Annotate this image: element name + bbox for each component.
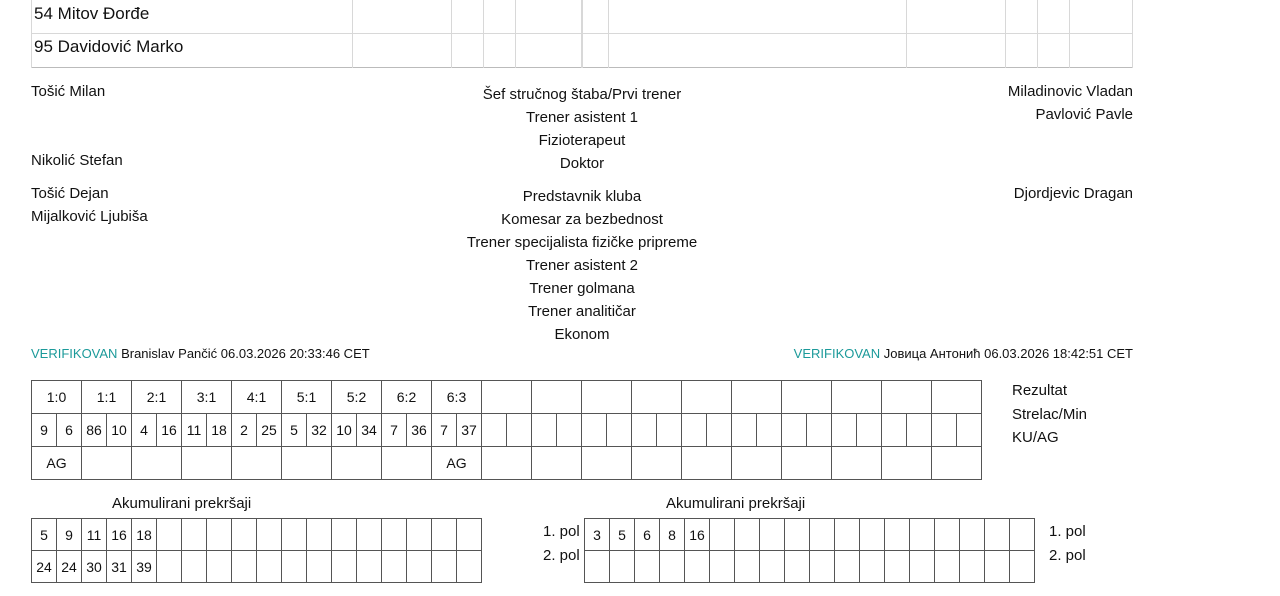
verified-badge: VERIFIKOVAN [31,346,118,361]
goal-minute-cell [657,414,682,447]
goal-minute-cell [807,414,832,447]
foul-cell: 31 [107,551,132,583]
goal-minute-cell: 34 [357,414,382,447]
foul-cell [910,519,935,551]
score-cell [682,381,732,414]
col-divider [515,0,516,68]
scorer-number-cell [782,414,807,447]
scorer-number-cell: 4 [132,414,157,447]
kuag-cell [632,447,682,480]
foul-cell [232,519,257,551]
staff-role: Ekonom [554,326,610,343]
score-cell: 5:1 [282,381,332,414]
staff-role: Trener asistent 2 [526,257,638,274]
kuag-cell [782,447,832,480]
player-number: 95 [34,37,53,56]
foul-cell [735,551,760,583]
scorer-number-cell [832,414,857,447]
kuag-cell [182,447,232,480]
col-divider [483,0,484,68]
staff-role: Trener specijalista fizičke pripreme [466,234,698,251]
scorer-number-cell: 9 [32,414,57,447]
scorer-number-cell: 10 [332,414,357,447]
staff-right-name: Pavlović Pavle [1035,106,1133,123]
scorer-number-cell [532,414,557,447]
half-label: 2. pol [543,547,580,564]
foul-cell [885,519,910,551]
player-row [34,37,183,57]
goal-minute-cell [557,414,582,447]
score-cell: 1:1 [82,381,132,414]
staff-left-name: Nikolić Stefan [31,152,123,169]
kuag-cell [282,447,332,480]
foul-cell: 16 [685,519,710,551]
staff-role: Doktor [559,155,605,172]
player-name: Mitov Đorđe [57,4,150,23]
score-cell [782,381,832,414]
foul-cell: 24 [32,551,57,583]
foul-cell [960,551,985,583]
foul-cell [157,519,182,551]
kuag-cell [382,447,432,480]
foul-cell [760,519,785,551]
foul-cell [407,551,432,583]
score-cell [732,381,782,414]
kuag-cell [132,447,182,480]
foul-cell [182,551,207,583]
half-label: 1. pol [543,523,580,540]
foul-cell [910,551,935,583]
kuag-cell [932,447,982,480]
foul-cell [610,551,635,583]
foul-cell [960,519,985,551]
foul-cell [660,551,685,583]
foul-cell [357,519,382,551]
foul-cell [710,519,735,551]
goal-minute-cell: 6 [57,414,82,447]
foul-cell [935,519,960,551]
scorer-number-cell: 2 [232,414,257,447]
score-cell: 6:3 [432,381,482,414]
foul-cell: 5 [32,519,57,551]
foul-cell [407,519,432,551]
foul-cell [860,551,885,583]
kuag-cell: AG [32,447,82,480]
foul-cell [885,551,910,583]
foul-cell [257,519,282,551]
kuag-cell [82,447,132,480]
scorer-number-cell: 86 [82,414,107,447]
foul-cell [635,551,660,583]
goal-minute-cell: 37 [457,414,482,447]
goal-minute-cell [757,414,782,447]
staff-role: Trener golmana [529,280,635,297]
staff-left-name: Tošić Milan [31,83,106,100]
verification-right [794,346,1133,361]
verification-left [31,346,370,361]
score-cell [882,381,932,414]
goals-label-scorer: Strelac/Min [1012,406,1088,423]
score-cell [832,381,882,414]
foul-cell [1010,551,1035,583]
foul-cell: 3 [585,519,610,551]
score-cell: 1:0 [32,381,82,414]
goals-label-result: Rezultat [1012,382,1068,399]
foul-cell [382,551,407,583]
goal-minute-cell: 25 [257,414,282,447]
foul-cell [432,551,457,583]
col-divider [451,0,452,68]
fouls-title-right: Akumulirani prekršaji [666,495,806,512]
foul-cell [332,519,357,551]
kuag-cell [582,447,632,480]
goals-label-kuag: KU/AG [1012,429,1059,446]
verified-badge: VERIFIKOVAN [793,346,881,361]
kuag-cell: AG [432,447,482,480]
staff-right-name: Djordjevic Dragan [1013,185,1133,202]
score-cell: 6:2 [382,381,432,414]
goal-minute-cell [857,414,882,447]
foul-cell: 11 [82,519,107,551]
staff-role: Trener asistent 1 [526,109,638,126]
foul-cell: 24 [57,551,82,583]
foul-cell: 8 [660,519,685,551]
score-cell [582,381,632,414]
player-number: 54 [34,4,53,23]
goals-table [31,380,982,480]
staff-left-name: Tošić Dejan [31,185,109,202]
foul-cell [307,519,332,551]
col-divider [1069,0,1070,68]
foul-cell: 6 [635,519,660,551]
kuag-cell [232,447,282,480]
foul-cell: 16 [107,519,132,551]
kuag-cell [532,447,582,480]
staff-role: Fizioterapeut [538,132,626,149]
foul-cell: 5 [610,519,635,551]
kuag-cell [732,447,782,480]
half-label-right: 2. pol [1049,547,1086,564]
player-list [31,0,1133,68]
staff-roles [382,83,782,346]
staff-role: Šef stručnog štaba/Prvi trener [482,86,682,103]
scorer-number-cell: 7 [432,414,457,447]
foul-cell [207,551,232,583]
staff-role: Komesar za bezbednost [501,211,663,228]
score-cell [532,381,582,414]
foul-cell [835,519,860,551]
col-divider [1005,0,1006,68]
score-cell: 5:2 [332,381,382,414]
goal-minute-cell [507,414,532,447]
foul-cell [685,551,710,583]
foul-cell [985,551,1010,583]
scorer-number-cell [882,414,907,447]
col-divider [1037,0,1038,68]
foul-cell [785,551,810,583]
foul-cell [382,519,407,551]
staff-role: Predstavnik kluba [522,188,642,205]
fouls-table-left [31,518,482,583]
goal-minute-cell: 36 [407,414,432,447]
foul-cell [985,519,1010,551]
foul-cell: 39 [132,551,157,583]
scorer-number-cell [482,414,507,447]
scorer-number-cell [932,414,957,447]
score-cell [482,381,532,414]
kuag-cell [482,447,532,480]
foul-cell [257,551,282,583]
kuag-cell [332,447,382,480]
score-cell: 2:1 [132,381,182,414]
kuag-cell [882,447,932,480]
foul-cell [282,551,307,583]
col-divider [1132,0,1133,68]
foul-cell [432,519,457,551]
player-row [34,4,149,24]
goal-minute-cell [907,414,932,447]
staff-left-name: Mijalković Ljubiša [31,208,148,225]
verification-text: Јовица Антонић 06.03.2026 18:42:51 CET [883,346,1133,361]
scorer-number-cell [682,414,707,447]
foul-cell: 30 [82,551,107,583]
score-cell [632,381,682,414]
goal-minute-cell [957,414,982,447]
col-divider [608,0,609,68]
scorer-number-cell: 5 [282,414,307,447]
half-label-right: 1. pol [1049,523,1086,540]
foul-cell [1010,519,1035,551]
foul-cell [835,551,860,583]
goal-minute-cell: 32 [307,414,332,447]
kuag-cell [832,447,882,480]
goal-minute-cell: 18 [207,414,232,447]
scorer-number-cell [632,414,657,447]
foul-cell [457,551,482,583]
col-divider [31,0,32,68]
foul-cell: 9 [57,519,82,551]
scorer-number-cell [732,414,757,447]
scorer-number-cell: 7 [382,414,407,447]
foul-cell [332,551,357,583]
foul-cell [207,519,232,551]
foul-cell [760,551,785,583]
foul-cell [785,519,810,551]
fouls-table-right [584,518,1035,583]
kuag-cell [682,447,732,480]
foul-cell [182,519,207,551]
foul-cell: 18 [132,519,157,551]
foul-cell [307,551,332,583]
score-cell: 3:1 [182,381,232,414]
staff-role: Trener analitičar [528,303,636,320]
fouls-title-left: Akumulirani prekršaji [112,495,252,512]
scorer-number-cell [582,414,607,447]
foul-cell [457,519,482,551]
foul-cell [585,551,610,583]
score-cell: 4:1 [232,381,282,414]
foul-cell [357,551,382,583]
col-divider [581,0,583,68]
verification-text: Branislav Pančić 06.03.2026 20:33:46 CET [121,346,370,361]
player-name: Davidović Marko [57,37,184,56]
col-divider [906,0,907,68]
foul-cell [710,551,735,583]
foul-cell [735,519,760,551]
foul-cell [935,551,960,583]
foul-cell [282,519,307,551]
score-cell [932,381,982,414]
foul-cell [860,519,885,551]
scorer-number-cell: 11 [182,414,207,447]
foul-cell [810,551,835,583]
foul-cell [157,551,182,583]
staff-right-name: Miladinovic Vladan [1007,83,1133,100]
foul-cell [810,519,835,551]
foul-cell [232,551,257,583]
goal-minute-cell: 16 [157,414,182,447]
col-divider [352,0,353,68]
goal-minute-cell: 10 [107,414,132,447]
goal-minute-cell [707,414,732,447]
goal-minute-cell [607,414,632,447]
